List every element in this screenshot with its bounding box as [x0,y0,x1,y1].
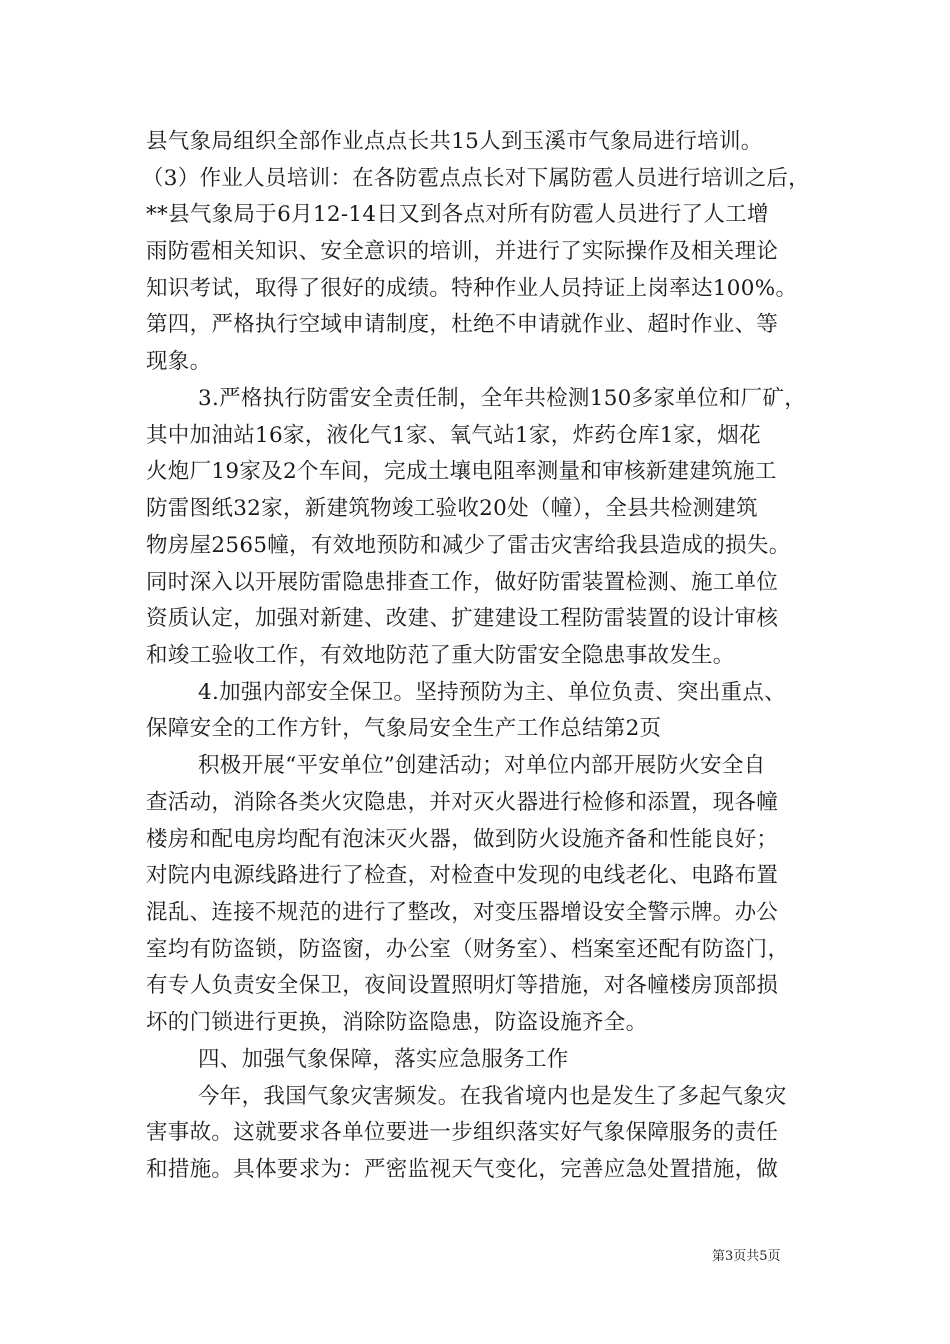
body-line: 知识考试，取得了很好的成绩。特种作业人员持证上岗率达100%。 [146,276,798,301]
body-line: （3）作业人员培训：在各防雹点点长对下属防雹人员进行培训之后， [142,166,810,191]
body-line: 同时深入以开展防雷隐患排查工作，做好防雷装置检测、施工单位 [146,570,779,595]
body-line: 有专人负责安全保卫，夜间设置照明灯等措施，对各幢楼房顶部损 [146,973,779,998]
body-line: 3.严格执行防雷安全责任制，全年共检测150多家单位和厂矿， [198,386,807,411]
body-line: **县气象局于6月12-14日又到各点对所有防雹人员进行了人工增 [146,202,769,227]
body-line: 其中加油站16家，液化气1家、氧气站1家，炸药仓库1家，烟花 [146,423,761,448]
body-line: 第四，严格执行空域申请制度，杜绝不申请就作业、超时作业、等 [146,312,779,337]
body-line: 雨防雹相关知识、安全意识的培训，并进行了实际操作及相关理论 [146,239,779,264]
body-line: 火炮厂19家及2个车间，完成土壤电阻率测量和审核新建建筑施工 [146,459,777,484]
body-line: 和措施。具体要求为：严密监视天气变化，完善应急处置措施，做 [146,1157,779,1182]
body-line: 积极开展“平安单位”创建活动；对单位内部开展防火安全自 [198,753,766,778]
body-line: 混乱、连接不规范的进行了整改，对变压器增设安全警示牌。办公 [146,900,779,925]
body-line: 保障安全的工作方针，气象局安全生产工作总结第2页 [146,716,662,741]
body-line: 楼房和配电房均配有泡沫灭火器，做到防火设施齐备和性能良好； [146,827,779,852]
body-line: 现象。 [146,349,212,374]
section-heading: 四、加强气象保障，落实应急服务工作 [198,1047,569,1072]
body-line: 室均有防盗锁，防盗窗，办公室（财务室）、档案室还配有防盗门， [146,937,790,962]
body-line: 4.加强内部安全保卫。坚持预防为主、单位负责、突出重点、 [198,680,786,705]
body-line: 害事故。这就要求各单位要进一步组织落实好气象保障服务的责任 [146,1120,779,1145]
page-number: 第3页共5页 [712,1249,781,1264]
body-line: 县气象局组织全部作业点点长共15人到玉溪市气象局进行培训。 [146,129,763,154]
body-line: 查活动，消除各类火灾隐患，并对灭火器进行检修和添置，现各幢 [146,790,779,815]
body-line: 防雷图纸32家，新建筑物竣工验收20处（幢），全县共检测建筑 [146,496,758,521]
body-line: 今年，我国气象灾害频发。在我省境内也是发生了多起气象灾 [198,1084,787,1109]
body-line: 坏的门锁进行更换，消除防盗隐患，防盗设施齐全。 [146,1010,648,1035]
body-line: 和竣工验收工作，有效地防范了重大防雷安全隐患事故发生。 [146,643,735,668]
body-line: 物房屋2565幢，有效地预防和减少了雷击灾害给我县造成的损失。 [146,533,791,558]
body-line: 资质认定，加强对新建、改建、扩建建设工程防雷装置的设计审核 [146,606,779,631]
body-line: 对院内电源线路进行了检查，对检查中发现的电线老化、电路布置 [146,863,779,888]
